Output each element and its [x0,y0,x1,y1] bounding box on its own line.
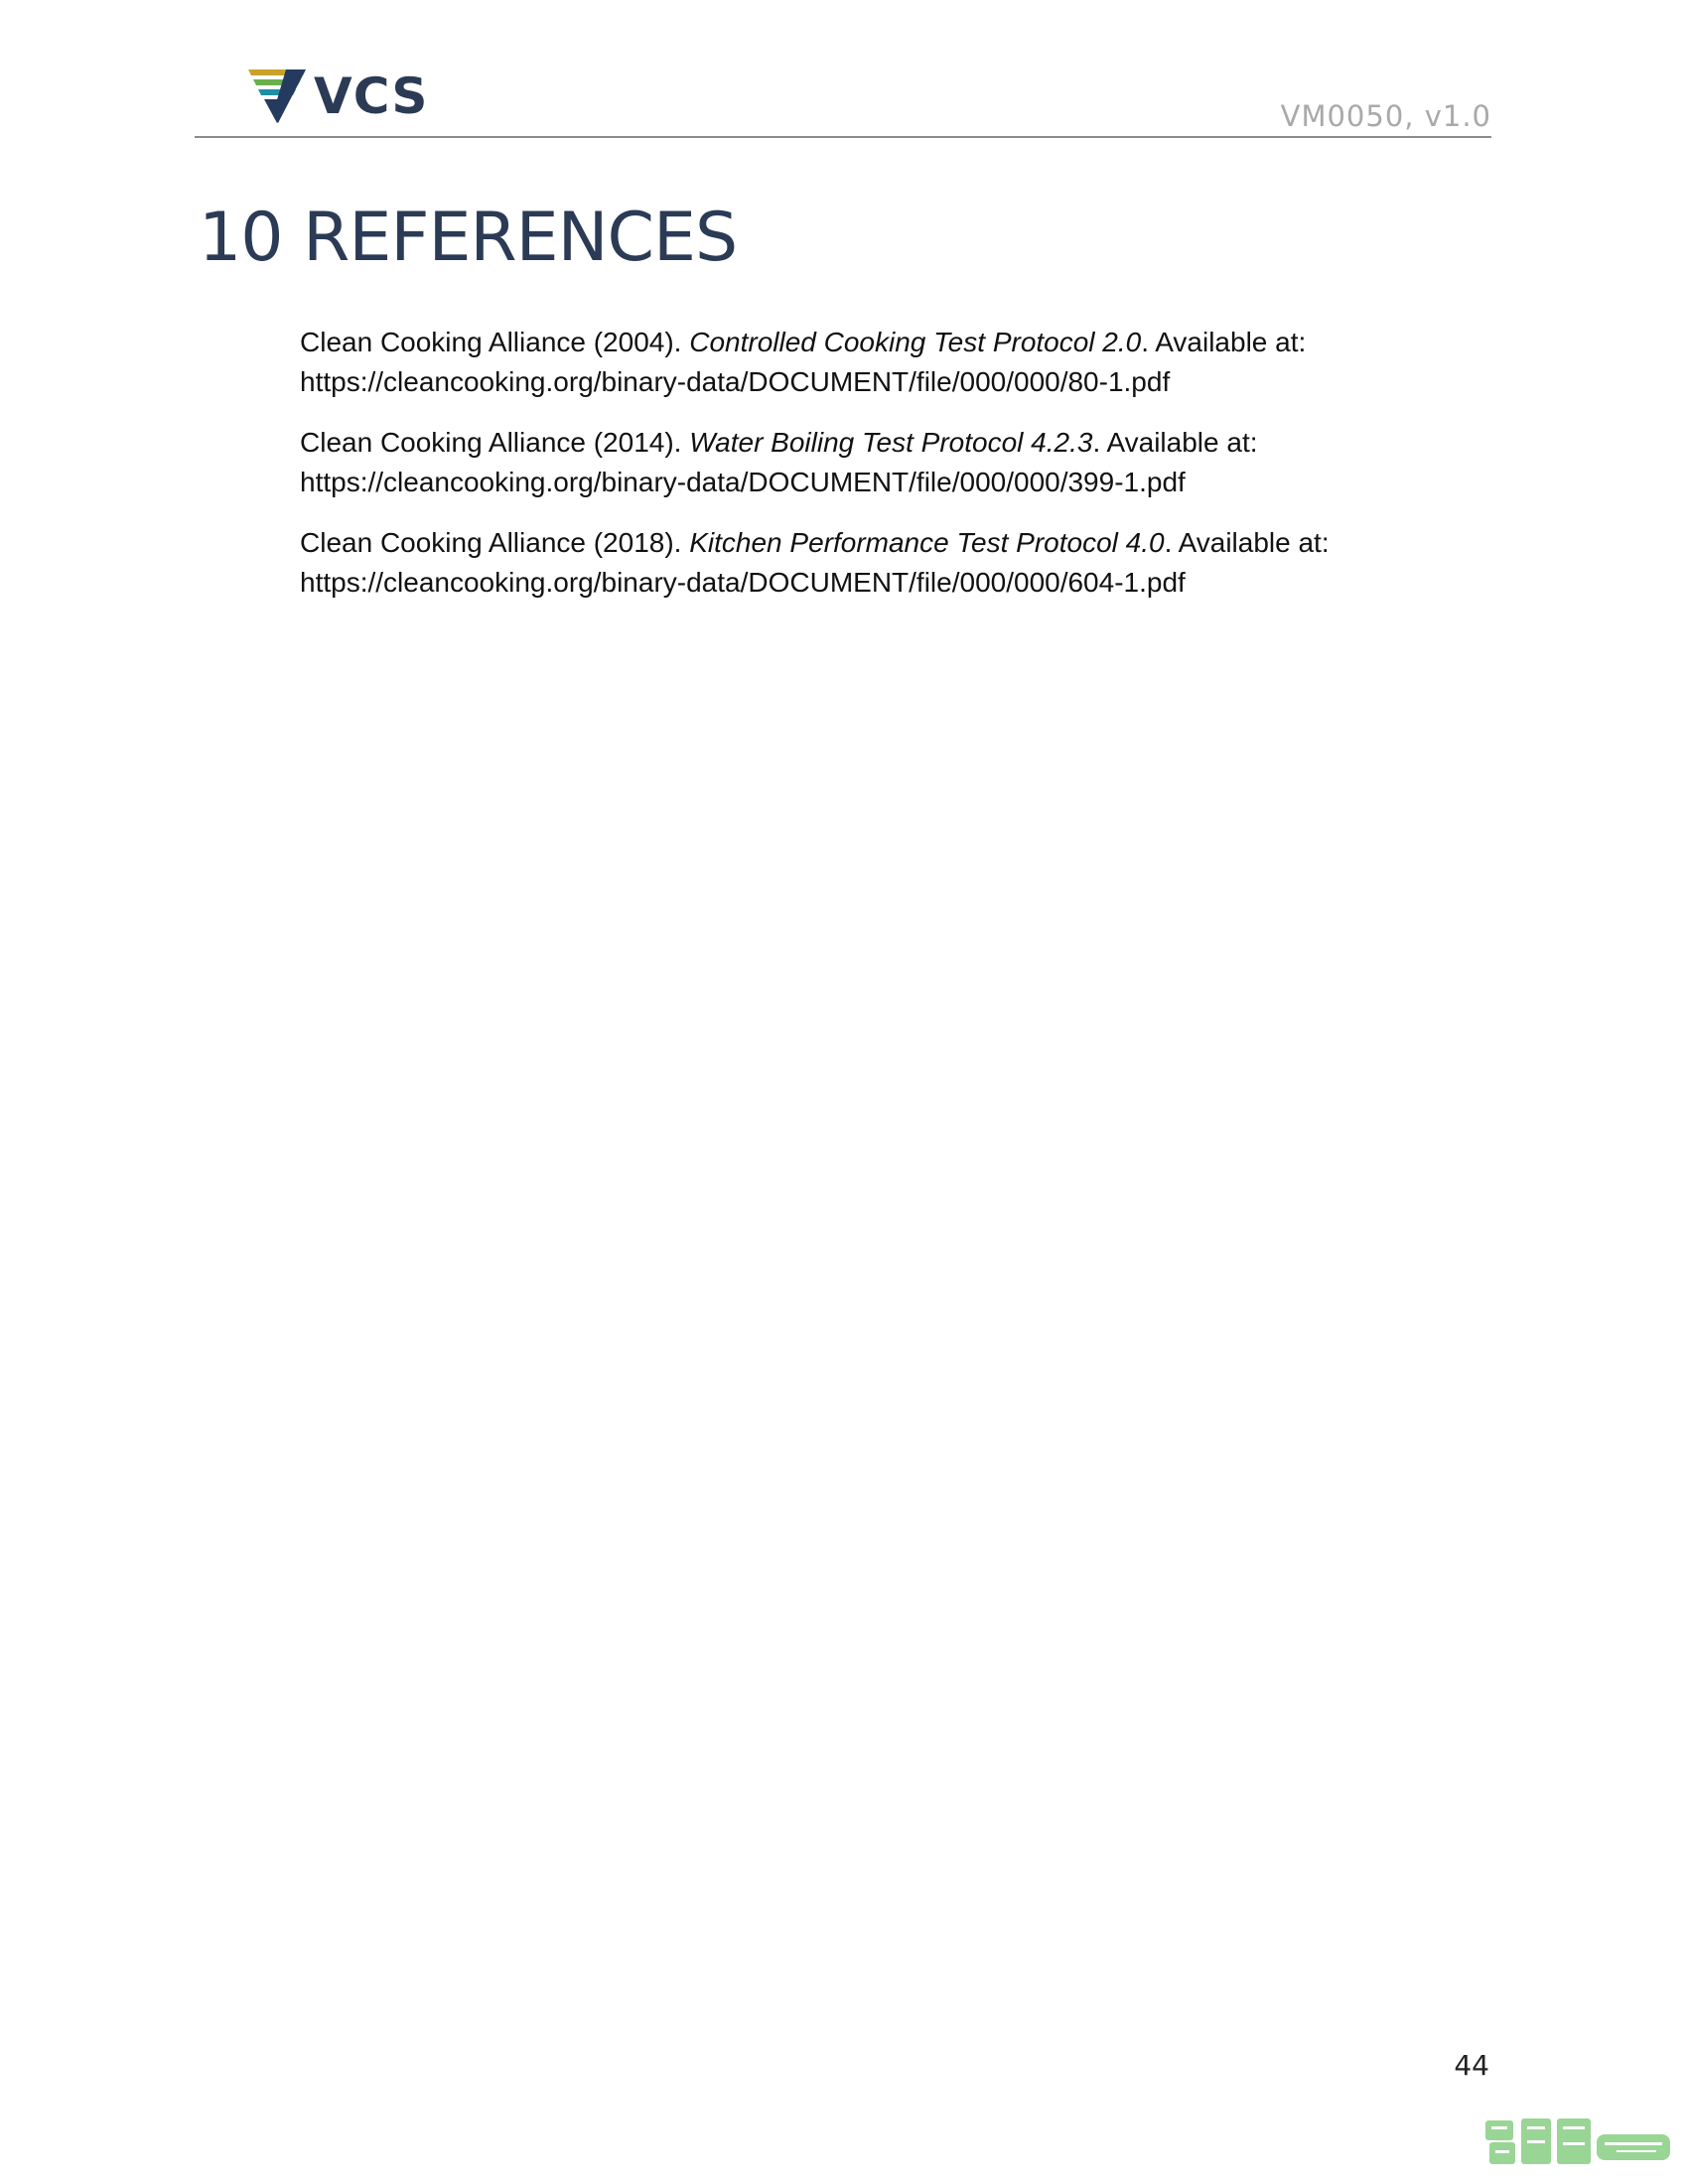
reference-list [300,323,1412,623]
vcs-chevron-icon [246,66,308,125]
reference-item [300,423,1412,502]
reference-author: Clean Cooking Alliance (2004). [300,327,690,357]
document-id: VM0050, v1.0 [1280,99,1491,133]
reference-author: Clean Cooking Alliance (2018). [300,527,690,558]
reference-url[interactable]: https://cleancooking.org/binary-data/DOCUMENT/file/000/000/80-1.pdf [300,366,1171,397]
page-header [0,0,1688,139]
vcs-logo [246,66,445,129]
header-divider [195,136,1491,138]
logo-text: VCS [314,68,429,125]
reference-title: Water Boiling Test Protocol 4.2.3 [689,427,1093,458]
reference-url[interactable]: https://cleancooking.org/binary-data/DOCUMENT/file/000/000/399-1.pdf [300,467,1186,497]
reference-suffix: . Available at: [1141,327,1307,357]
reference-suffix: . Available at: [1092,427,1258,458]
reference-author: Clean Cooking Alliance (2014). [300,427,690,458]
reference-title: Kitchen Performance Test Protocol 4.0 [689,527,1165,558]
page-number: 44 [1454,2049,1489,2082]
watermark-logo [1477,2113,1676,2172]
watermark-logo-icon [1477,2113,1676,2172]
reference-title: Controlled Cooking Test Protocol 2.0 [689,327,1142,357]
reference-url[interactable]: https://cleancooking.org/binary-data/DOCUMENT/file/000/000/604-1.pdf [300,567,1186,598]
reference-suffix: . Available at: [1164,527,1330,558]
reference-item [300,323,1412,402]
section-heading: 10 REFERENCES [199,199,738,277]
reference-item [300,523,1412,603]
